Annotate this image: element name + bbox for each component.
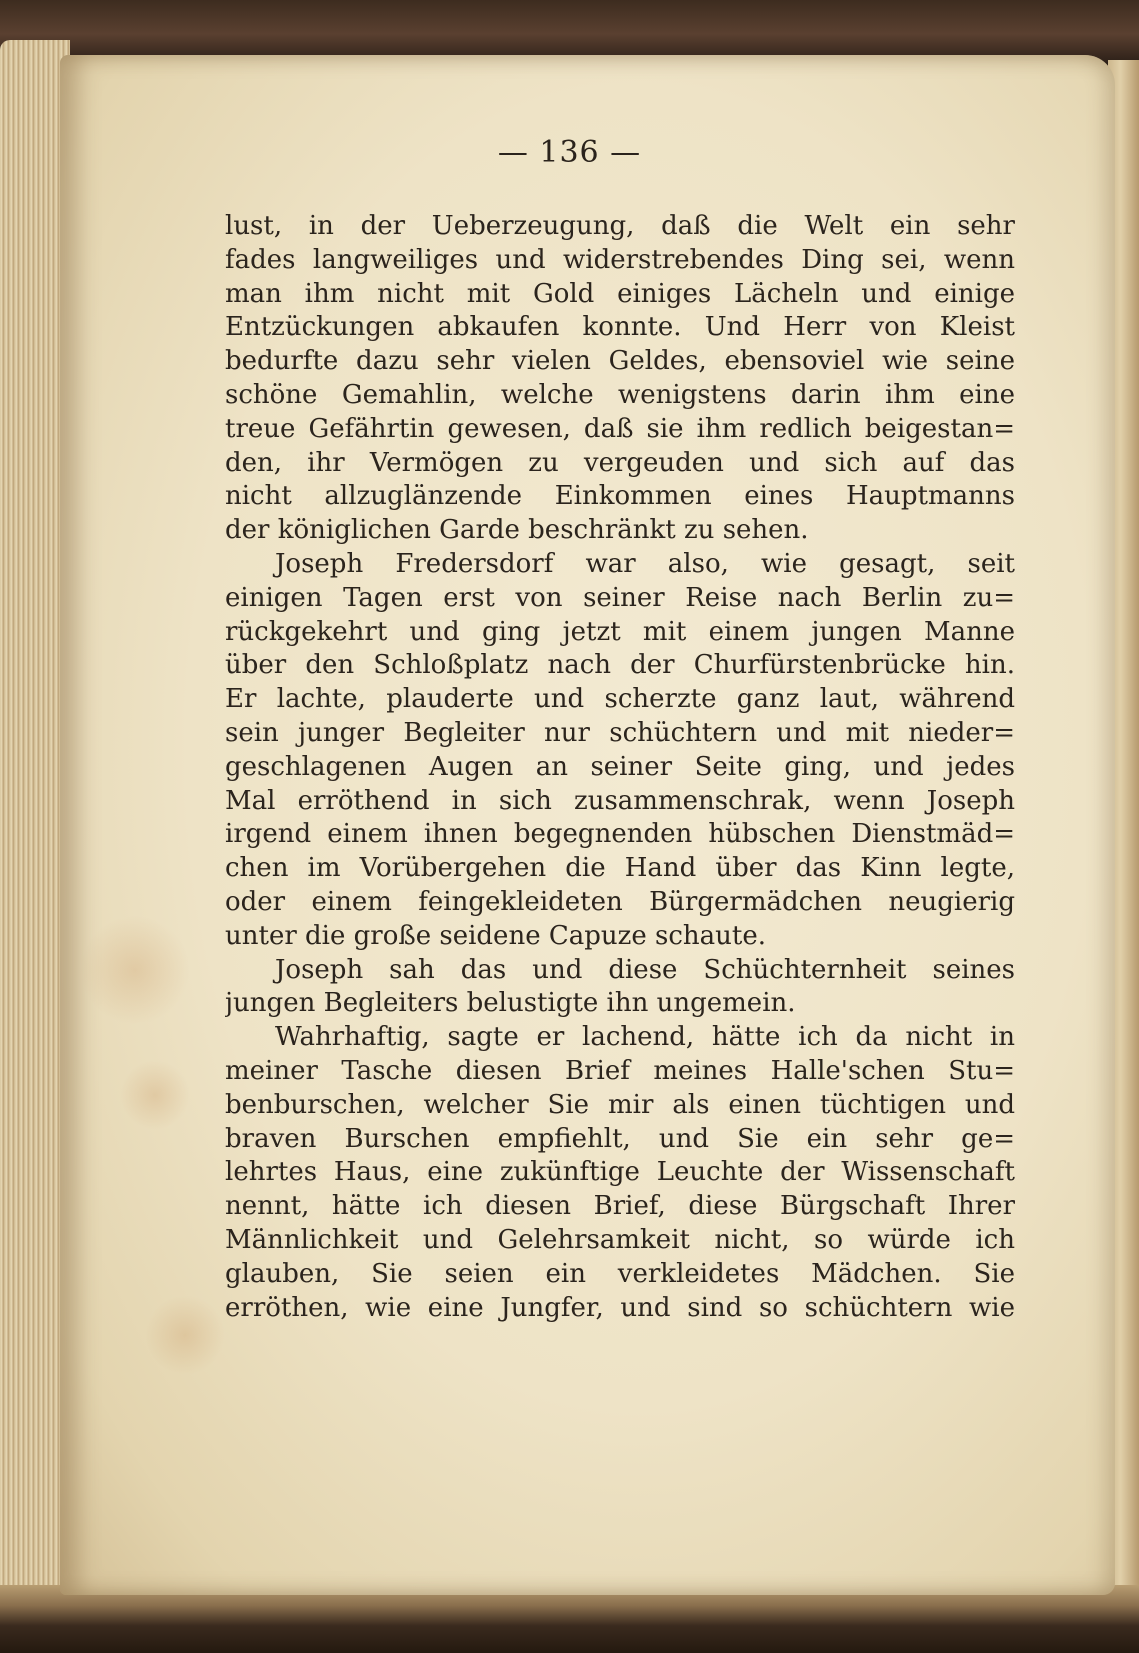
foxing-stain	[80, 915, 190, 1025]
text-line: der königlichen Garde beschränkt zu sehen.	[225, 515, 809, 546]
text-line: einigen Tagen erst von seiner Reise nach Berlin zu=	[225, 582, 1015, 613]
text-line: unter die große seidene Capuze schaute.	[225, 920, 766, 951]
text-line: erröthen, wie eine Jungfer, und sind so schüchtern wie	[225, 1292, 1015, 1323]
text-line: man ihm nicht mit Gold einiges Lächeln und einige	[225, 278, 1015, 309]
text-line: Wahrhaftig, sagte er lachend, hätte ich da nicht in	[275, 1022, 1015, 1053]
text-line: Joseph sah das und diese Schüchternheit seines	[275, 954, 1015, 985]
text-line: schöne Gemahlin, welche wenigstens darin ihm eine	[225, 379, 1015, 410]
text-line: Er lachte, plauderte und scherzte ganz laut, während	[225, 684, 1015, 715]
book-cover-top	[0, 0, 1139, 62]
text-line: glauben, Sie seien ein verkleidetes Mädchen. Sie	[225, 1258, 1015, 1289]
text-line: lehrtes Haus, eine zukünftige Leuchte der Wissenschaft	[225, 1157, 1015, 1188]
foxing-stain	[120, 1060, 190, 1130]
text-line: benburschen, welcher Sie mir als einen tüchtigen und	[225, 1089, 1015, 1120]
text-line: fades langweiliges und widerstrebendes Ding sei, wenn	[225, 244, 1015, 275]
page-number: — 136 —	[497, 135, 642, 170]
text-line: braven Burschen empfiehlt, und Sie ein sehr ge=	[225, 1123, 1015, 1154]
text-line: bedurfte dazu sehr vielen Geldes, ebensoviel wie seine	[225, 346, 1015, 377]
text-line: nicht allzuglänzende Einkommen eines Hauptmanns	[225, 481, 1015, 512]
text-line: Joseph Fredersdorf war also, wie gesagt, seit	[275, 548, 1015, 579]
text-line: meiner Tasche diesen Brief meines Halle'schen Stu=	[225, 1055, 1015, 1086]
text-line: rückgekehrt und ging jetzt mit einem jungen Manne	[225, 616, 1015, 647]
text-line: über den Schloßplatz nach der Churfürstenbrücke hin.	[225, 650, 1015, 681]
text-line: geschlagenen Augen an seiner Seite ging, und jedes	[225, 751, 1015, 782]
text-line: oder einem feingekleideten Bürgermädchen neugierig	[225, 886, 1015, 917]
text-line: lust, in der Ueberzeugung, daß die Welt ein sehr	[225, 211, 1015, 241]
text-line: irgend einem ihnen begegnenden hübschen Dienstmäd=	[225, 819, 1015, 850]
body-text	[225, 210, 1015, 1325]
text-line: treue Gefährtin gewesen, daß sie ihm redlich beigestan=	[225, 413, 1015, 444]
text-line: chen im Vorübergehen die Hand über das Kinn legte,	[225, 853, 1015, 884]
text-line: jungen Begleiters belustigte ihn ungemein.	[225, 988, 796, 1019]
foxing-stain	[145, 1295, 225, 1375]
text-line: Männlichkeit und Gelehrsamkeit nicht, so würde ich	[225, 1224, 1015, 1255]
text-line: sein junger Begleiter nur schüchtern und mit nieder=	[225, 717, 1015, 748]
text-line: den, ihr Vermögen zu vergeuden und sich auf das	[225, 447, 1015, 478]
text-line: Entzückungen abkaufen konnte. Und Herr von Kleist	[225, 312, 1015, 343]
text-line: nennt, hätte ich diesen Brief, diese Bürgschaft Ihrer	[225, 1191, 1015, 1222]
text-line: Mal erröthend in sich zusammenschrak, wenn Joseph	[225, 785, 1015, 816]
page-edges-bottom	[0, 1585, 1139, 1653]
